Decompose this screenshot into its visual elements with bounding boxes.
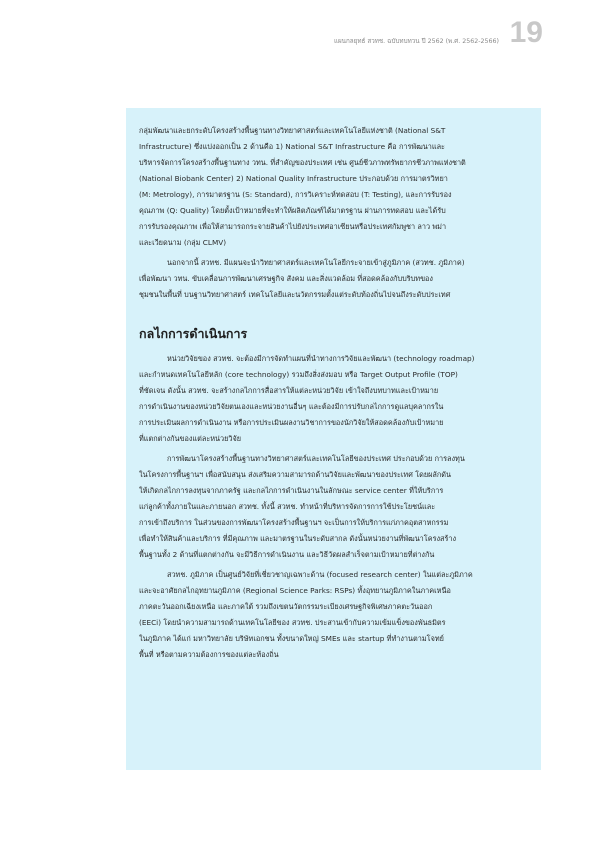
text-line: ในภูมิภาค ได้แก่ มหาวิทยาลัย บริษัทเอกชน ทั้งขนาดใหญ่ SMEs และ startup ที่ทำงานตามโจทย์ [139,634,444,643]
section-heading: กลไกการดำเนินการ [139,326,248,341]
text-line: บริหารจัดการโครงสร้างพื้นฐานทาง วทน. ที่สำคัญของประเทศ เช่น ศูนย์ชีวภาพทรัพยากรชีวภาพแห่งชาติ [139,158,466,167]
text-line: พื้นฐานทั้ง 2 ด้านที่แตกต่างกัน จะมีวิธีการดำเนินงาน และวิธีวัดผลสำเร็จตามเป้าหมายที่ต่างกัน [139,550,435,559]
text-line: (EECi) โดยนำความสามารถด้านเทคโนโลยีของ สวทช. ประสานเข้ากับความเข้มแข็งของพันธมิตร [139,618,446,627]
page-header [0,0,595,60]
text-line: การเข้าถึงบริการ ในส่วนของการพัฒนาโครงสร้างพื้นฐานฯ จะเป็นการให้บริการแก่ภาคอุตสาหกรรม [139,518,449,527]
text-line: และจะอาศัยกลไกอุทยานภูมิภาค (Regional Science Parks: RSPs) ทั้งอุทยานภูมิภาคในภาคเหนือ [139,586,451,595]
paragraph-national-st-infrastructure [139,123,528,251]
text-line: สวทช. ภูมิภาค เป็นศูนย์วิจัยที่เชี่ยวชาญเฉพาะด้าน (focused research center) ในแต่ละภูมิภาค [167,570,473,579]
text-line: (National Biobank Center) 2) National Quality Infrastructure ประกอบด้วย การมาตรวิทยา [139,174,448,183]
paragraph-regional-research-center [139,567,528,663]
text-line: ชุมชนในพื้นที่ บนฐานวิทยาศาสตร์ เทคโนโลยีและนวัตกรรมตั้งแต่ระดับท้องถิ่นไปจนถึงระดับประเทศ [139,290,451,299]
text-line: ที่ชัดเจน ดังนั้น สวทช. จะสร้างกลไกการสื่อสารให้แต่ละหน่วยวิจัย เข้าใจถึงบทบาทและเป้าหมาย [139,386,439,395]
paragraph-infrastructure-development [139,451,528,563]
text-line: เพื่อพัฒนา วทน. ขับเคลื่อนการพัฒนาเศรษฐกิจ สังคม และสิ่งแวดล้อม ที่สอดคล้องกับบริบทของ [139,274,433,283]
paragraph-research-units [139,351,528,447]
text-line: การประเมินผลการดำเนินงาน หรือการประเมินผลงานวิชาการของนักวิจัยให้สอดคล้องกับเป้าหมาย [139,418,444,427]
text-line: ที่แตกต่างกันของแต่ละหน่วยวิจัย [139,434,242,443]
text-line: การดำเนินงานของหน่วยวิจัยตนเองและหน่วยงานอื่นๆ และต้องมีการปรับกลไกการดูแลบุคลากรใน [139,402,444,411]
page-number: 19 [509,16,543,49]
text-line: หน่วยวิจัยของ สวทช. จะต้องมีการจัดทำแผนที่นำทางการวิจัยและพัฒนา (technology roadmap) [167,354,475,363]
text-line: ให้เกิดกลไกการลงทุนจากภาครัฐ และกลไกการดำเนินงานในลักษณะ service center ที่ให้บริการ [139,486,444,495]
text-line: การพัฒนาโครงสร้างพื้นฐานทางวิทยาศาสตร์และเทคโนโลยีของประเทศ ประกอบด้วย การลงทุน [167,454,465,463]
text-line: การรับรองคุณภาพ เพื่อให้สามารถกระจายสินค้าไปยังประเทศอาเซียนหรือประเทศกัมพูชา ลาว พม่า [139,222,447,231]
running-head: แผนกลยุทธ์ สวทช. ฉบับทบทวน ปี 2562 (พ.ศ. 2562-2566) [333,38,499,45]
paragraph-regional-nstda [139,255,528,303]
text-line: เพื่อทำให้สินค้าและบริการ ที่มีคุณภาพ และมาตรฐานในระดับสากล ดังนั้นหน่วยงานที่พัฒนาโครงสร้าง [139,534,457,543]
text-line: กลุ่มพัฒนาและยกระดับโครงสร้างพื้นฐานทางวิทยาศาสตร์และเทคโนโลยีแห่งชาติ (National S&T [139,126,446,135]
text-line: คุณภาพ (Q: Quality) โดยตั้งเป้าหมายที่จะทำให้ผลิตภัณฑ์ได้มาตรฐาน ผ่านการทดสอบ และได้รับ [139,206,446,215]
text-line: พื้นที่ หรือตามความต้องการของแต่ละท้องถิ่น [139,650,279,659]
text-line: ภาคตะวันออกเฉียงเหนือ และภาคใต้ รวมถึงเขตนวัตกรรมระเบียงเศรษฐกิจพิเศษภาคตะวันออก [139,602,433,611]
text-line: ในโครงการพื้นฐานฯ เพื่อสนับสนุน ส่งเสริมความสามารถด้านวิจัยและพัฒนาของประเทศ โดยผลักดัน [139,470,452,479]
text-line: นอกจากนี้ สวทช. มีแผนจะนำวิทยาศาสตร์และเทคโนโลยีกระจายเข้าสู่ภูมิภาค (สวทช. ภูมิภาค) [167,258,465,267]
text-line: (M: Metrology), การมาตรฐาน (S: Standard), การวิเคราะห์ทดสอบ (T: Testing), และการรับรอง [139,190,452,199]
text-line: และกำหนดเทคโนโลยีหลัก (core technology) รวมถึงสิ่งส่งมอบ หรือ Target Output Profile (TOP) [139,370,458,379]
content-panel [126,108,541,770]
text-line: Infrastructure) ซึ่งแบ่งออกเป็น 2 ด้านคือ 1) National S&T Infrastructure คือ การพัฒนาและ [139,142,445,151]
text-line: แก่ลูกค้าทั้งภายในและภายนอก สวทช. ทั้งนี้ สวทช. ทำหน้าที่บริหารจัดการการใช้ประโยชน์และ [139,502,436,511]
text-line: และเวียดนาม (กลุ่ม CLMV) [139,238,227,247]
